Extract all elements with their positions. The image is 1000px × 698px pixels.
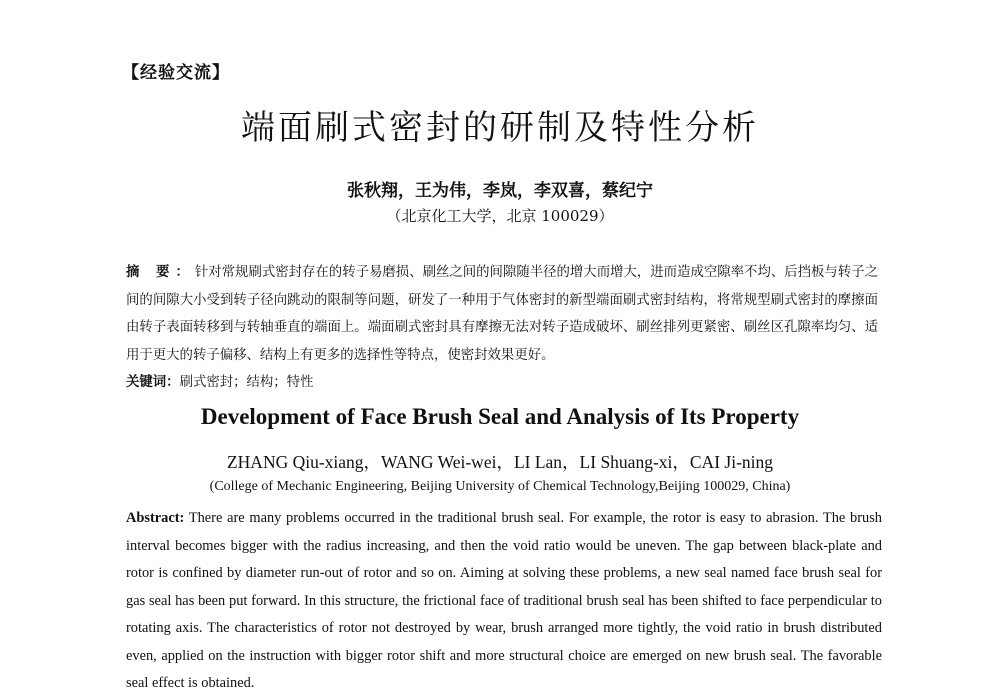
chinese-keywords-text: 刷式密封；结构；特性: [179, 375, 314, 390]
english-abstract: [126, 505, 882, 698]
chinese-abstract: [126, 259, 878, 369]
english-authors: ZHANG Qiu-xiang，WANG Wei-wei，LI Lan，LI Shuang-xi，CAI Ji-ning: [226, 452, 774, 472]
english-abstract-text: There are many problems occurred in the traditional brush seal. For example, the rotor is easy to abrasion. The brush interval becomes bigger with the radius increasing, and then the void ratio would be uneven. The gap between black-plate and rotor is confined by diameter run-out of rotor and so on. Aiming at solving these problems, a new seal named face brush seal for gas seal has been put forward. In this structure, the frictional face of traditional brush seal has been shifted to face perpendicular to rotating axis. The characteristics of rotor not destroyed by wear, brush arranged more tightly, the void ratio in brush distributed even, applied on the instruction with bigger rotor shift and more structural choice are emerged on new brush seal. The favorable seal effect is obtained.: [126, 510, 883, 691]
english-affiliation: (College of Mechanic Engineering, Beijing University of Chemical Technology,Beijing 100029, China): [209, 479, 791, 494]
chinese-title: 端面刷式密封的研制及特性分析: [241, 108, 759, 148]
english-abstract-label: Abstract:: [126, 510, 185, 526]
chinese-keywords: [126, 371, 313, 390]
chinese-abstract-label: 摘 要：: [126, 265, 195, 280]
chinese-affiliation: （北京化工大学，北京 100029）: [386, 207, 614, 225]
section-tag: 【经验交流】: [122, 63, 230, 83]
chinese-keywords-label: 关键词：: [126, 375, 180, 390]
english-title: Development of Face Brush Seal and Analysis of Its Property: [200, 404, 800, 429]
chinese-authors: 张秋翔，王为伟，李岚，李双喜，蔡纪宁: [347, 181, 653, 201]
chinese-abstract-text: 针对常规刷式密封存在的转子易磨损、刷丝之间的间隙随半径的增大而增大，进而造成空隙率不均、后挡板与转子之间的间隙大小受到转子径向跳动的限制等问题，研发了一种用于气体密封的新型端面刷式密封结构，将常规型刷式密封的摩擦面由转子表面转移到与转轴垂直的端面上。端面刷式密封具有摩擦无法对转子造成破坏、刷丝排列更紧密、刷丝区孔隙率均匀、适用于更大的转子偏移、结构上有更多的选择性等特点，使密封效果更好。: [126, 265, 878, 363]
